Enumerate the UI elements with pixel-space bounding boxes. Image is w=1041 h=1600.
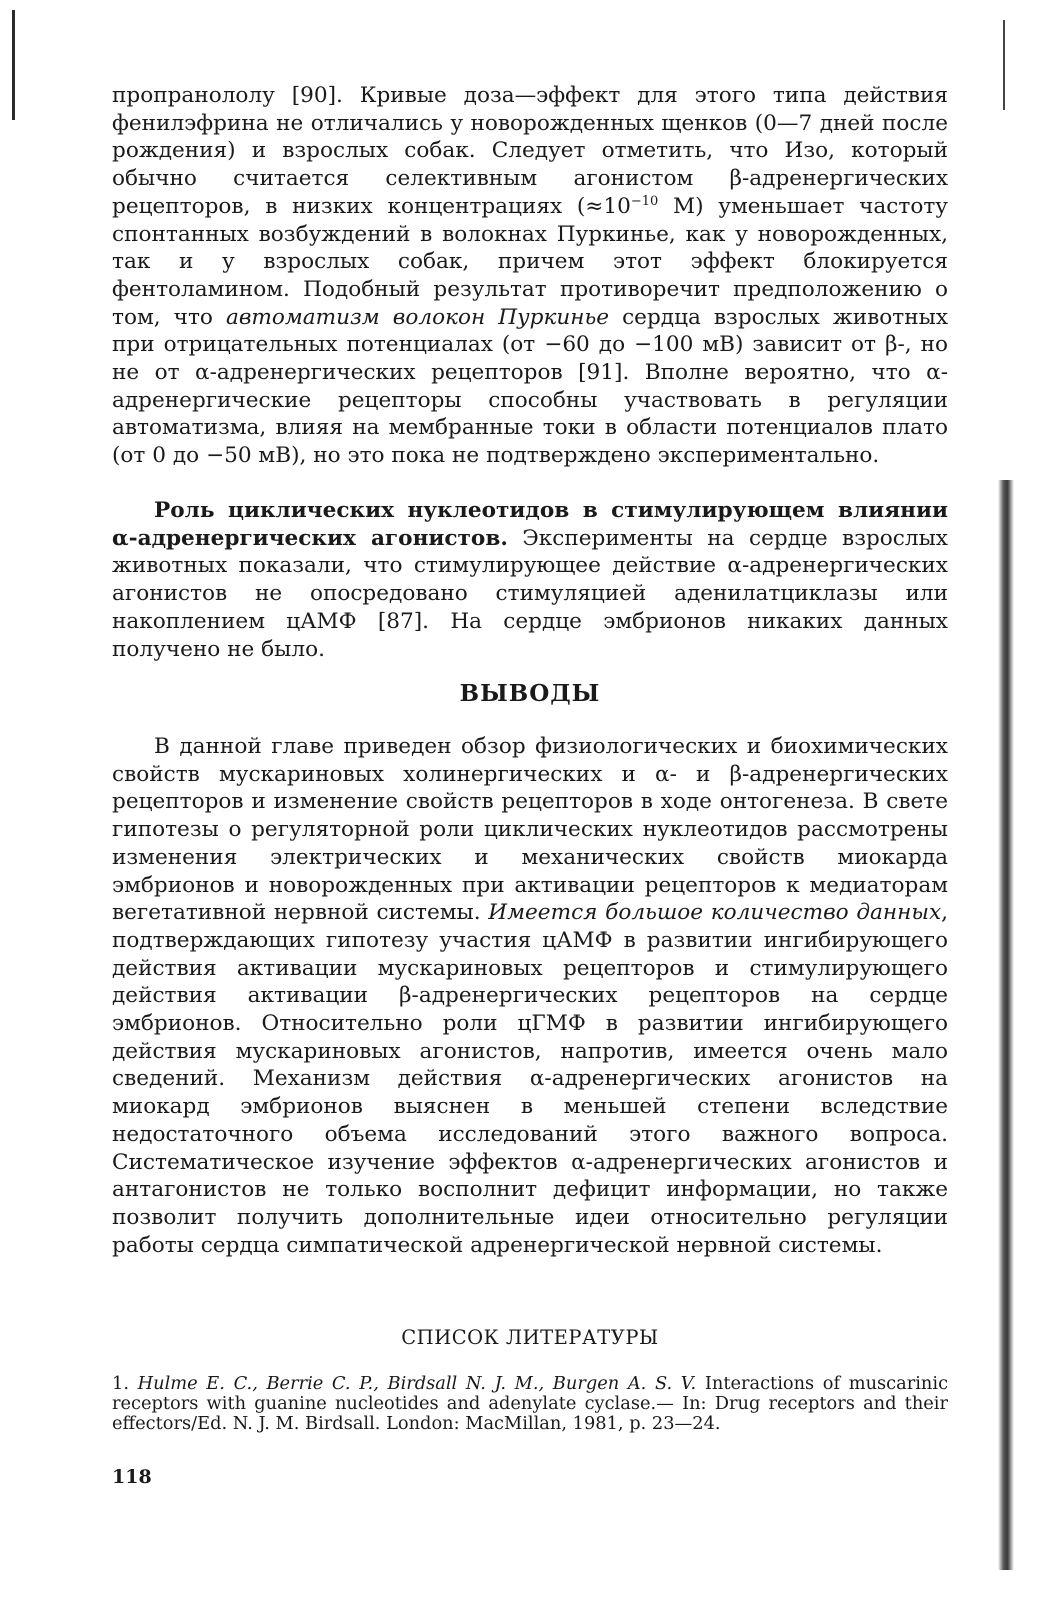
paragraph-text: пропранололу [90]. Кривые доза—эффект для этого типа действия фенилэфрина не отличались у новорожденных щенков (0—7 дней после рождения) и взрослых собак. Следует отметить, что Изо, который обычно считается селективным агонистом β-адренергических рецепторов, в низких концентрациях (≈10 — [112, 83, 948, 219]
scan-edge-artifact — [1003, 20, 1005, 110]
reference-authors: Hulme E. C., Berrie C. P., Birdsall N. J. M., Burgen A. S. V. — [137, 1373, 697, 1394]
reference-number: 1. — [112, 1373, 129, 1394]
italic-phrase: автоматизм волокон Пуркинье — [225, 304, 610, 330]
body-paragraph-1 — [112, 82, 948, 470]
paragraph-text: Эксперименты на сердце взрослых животных показали, что стимулирующее действие α-адренергических агонистов не опосредовано стимуляцией аденилатциклазы или накоплением цАМФ [87]. На сердце эмбрионов никаких данных получено не было. — [112, 525, 948, 662]
paragraph-text: , подтверждающих гипотезу участия цАМФ в развитии ингибирующего действия активации мускариновых рецепторов и стимулирующего действия активации β-адренергических рецепторов на сердце эмбрионов. Относительно роли цГМФ в развитии ингибирующего действия мускариновых агонистов, напротив, имеется очень мало сведений. Механизм действия α-адренергических агонистов на миокард эмбрионов выяснен в меньшей степени вследствие недостаточного объема исследований этого важного вопроса. Систематическое изучение эффектов α-адренергических агонистов и антагонистов не только восполнит дефицит информации, но также позволит получить дополнительные идеи относительно регуляции работы сердца симпатической адренергической нервной системы. — [112, 900, 948, 1258]
body-paragraph-3 — [112, 733, 948, 1259]
section-heading: ВЫВОДЫ — [459, 680, 601, 707]
page-number: 118 — [112, 1466, 152, 1488]
scan-edge-artifact — [12, 10, 15, 120]
exponent: −10 — [630, 193, 659, 209]
paragraph-text: М) уменьшает частоту спонтанных возбуждений в волокнах Пуркинье, как у новорожденных, так и у взрослых собак, причем этот эффект блокируется фентоламином. Подобный результат противоречит предположению о том, что — [112, 193, 948, 330]
body-paragraph-2 — [112, 497, 948, 663]
paragraph-text: В данной главе приведен обзор физиологических и биохимических свойств мускариновых холинергических и α- и β-адренергических рецепторов и изменение свойств рецепторов в ходе онтогенеза. В свете гипотезы о регуляторной роли циклических нуклеотидов рассмотрены изменения электрических и механических свойств миокарда эмбрионов и новорожденных при активации рецепторов к медиаторам вегетативной нервной системы. — [112, 734, 948, 926]
run-in-heading: Роль циклических нуклеотидов в стимулирующем влиянии α-адренергических агонистов. — [112, 498, 948, 551]
reference-text: Interactions of muscarinic receptors with guanine nucleotides and adenylate cyclase.— In: Drug receptors and their effectors/Ed. N. J. M. Birdsall. London: MacMillan, 1981, p. 23—24. — [112, 1373, 949, 1434]
reference-item — [112, 1374, 948, 1434]
italic-phrase: Имеется большое количество данных — [488, 900, 942, 926]
references-heading: СПИСОК ЛИТЕРАТУРЫ — [401, 1326, 659, 1349]
paragraph-text: сердца взрослых животных при отрицательных потенциалах (от −60 до −100 мВ) зависит от β-, но не от α-адренергических рецепторов [91]. Вполне вероятно, что α-адренергические рецепторы способны участвовать в регуляции автоматизма, влияя на мембранные токи в области потенциалов плато (от 0 до −50 мВ), но это пока не подтверждено экспериментально. — [112, 304, 948, 469]
scan-edge-shadow — [998, 480, 1014, 1570]
